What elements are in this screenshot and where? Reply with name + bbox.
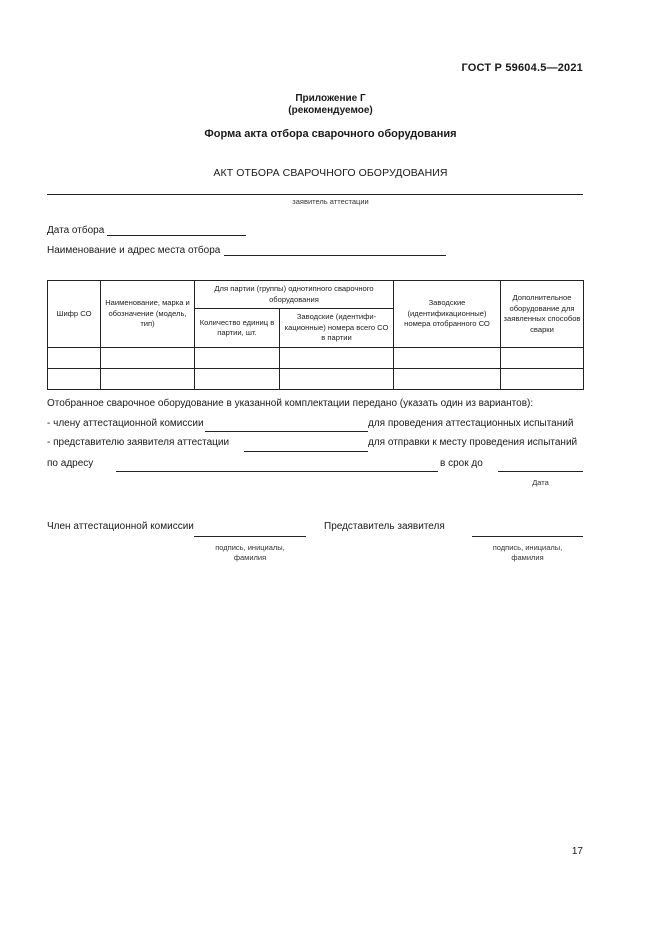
act-title: АКТ ОТБОРА СВАРОЧНОГО ОБОРУДОВАНИЯ — [213, 167, 448, 179]
option1-purpose: для проведения аттестационных испытаний — [368, 418, 574, 429]
table-cell[interactable] — [195, 369, 280, 390]
option1-line[interactable] — [205, 431, 368, 432]
form-title: Форма акта отбора сварочного оборудования — [204, 128, 457, 140]
selection-table — [47, 280, 584, 390]
table-cell[interactable] — [501, 348, 584, 369]
col-factory-selected-header: Заводские (идентификационные) номера отобранного СО — [394, 281, 501, 348]
table-row — [48, 348, 584, 369]
date-caption: Дата — [532, 478, 549, 487]
col-quantity-header: Количество единиц в партии, шт. — [195, 309, 280, 348]
transfer-intro: Отобранное сварочное оборудование в указанной комплектации передано (указать один из вариантов): — [47, 398, 534, 409]
table-cell[interactable] — [101, 369, 195, 390]
commission-signature-caption: подпись, инициалы, — [215, 543, 285, 552]
date-label: Дата отбора — [47, 225, 105, 236]
table-cell[interactable] — [394, 369, 501, 390]
table-cell[interactable] — [48, 348, 101, 369]
appendix-subtitle: (рекомендуемое) — [288, 105, 373, 116]
page-number: 17 — [571, 846, 583, 857]
applicant-signature-caption: подпись, инициалы, — [492, 543, 563, 552]
table-cell[interactable] — [48, 369, 101, 390]
place-label: Наименование и адрес места отбора — [47, 245, 221, 256]
col-code-header: Шифр СО — [48, 281, 101, 348]
deadline-line[interactable] — [498, 471, 583, 472]
applicant-representative-label: Представитель заявителя — [324, 521, 445, 532]
col-extra-header: Дополнительное оборудование для заявленных способов сварки — [501, 281, 584, 348]
commission-signature-line[interactable] — [194, 536, 306, 537]
address-label: по адресу — [47, 458, 94, 469]
col-group-header: Для партии (группы) однотипного сварочного оборудования — [195, 281, 394, 309]
option2-line[interactable] — [244, 451, 368, 452]
date-line[interactable] — [107, 235, 246, 236]
applicant-line[interactable] — [47, 194, 583, 195]
applicant-signature-line[interactable] — [472, 536, 583, 537]
table-cell[interactable] — [394, 348, 501, 369]
standard-number: ГОСТ Р 59604.5—2021 — [461, 62, 583, 74]
applicant-signature-caption-2: фамилия — [511, 553, 544, 562]
col-factory-batch-header: Заводские (идентифи-кационные) номера всего СО в партии — [280, 309, 394, 348]
table-cell[interactable] — [501, 369, 584, 390]
commission-member-label: Член аттестационной комиссии — [47, 521, 194, 532]
table-cell[interactable] — [195, 348, 280, 369]
col-name-header: Наименование, марка и обозначение (модель, тип) — [101, 281, 195, 348]
commission-signature-caption-2: фамилия — [233, 553, 267, 562]
appendix-title: Приложение Г — [295, 93, 366, 104]
table-row — [48, 369, 584, 390]
address-line[interactable] — [116, 471, 438, 472]
deadline-label: в срок до — [440, 458, 483, 469]
option1-label: - члену аттестационной комиссии — [47, 418, 204, 429]
option2-label: - представителю заявителя аттестации — [47, 437, 230, 448]
table-cell[interactable] — [280, 348, 394, 369]
place-line[interactable] — [224, 255, 446, 256]
table-cell[interactable] — [280, 369, 394, 390]
option2-purpose: для отправки к месту проведения испытаний — [368, 437, 578, 448]
table-cell[interactable] — [101, 348, 195, 369]
applicant-caption: заявитель аттестации — [292, 197, 369, 206]
